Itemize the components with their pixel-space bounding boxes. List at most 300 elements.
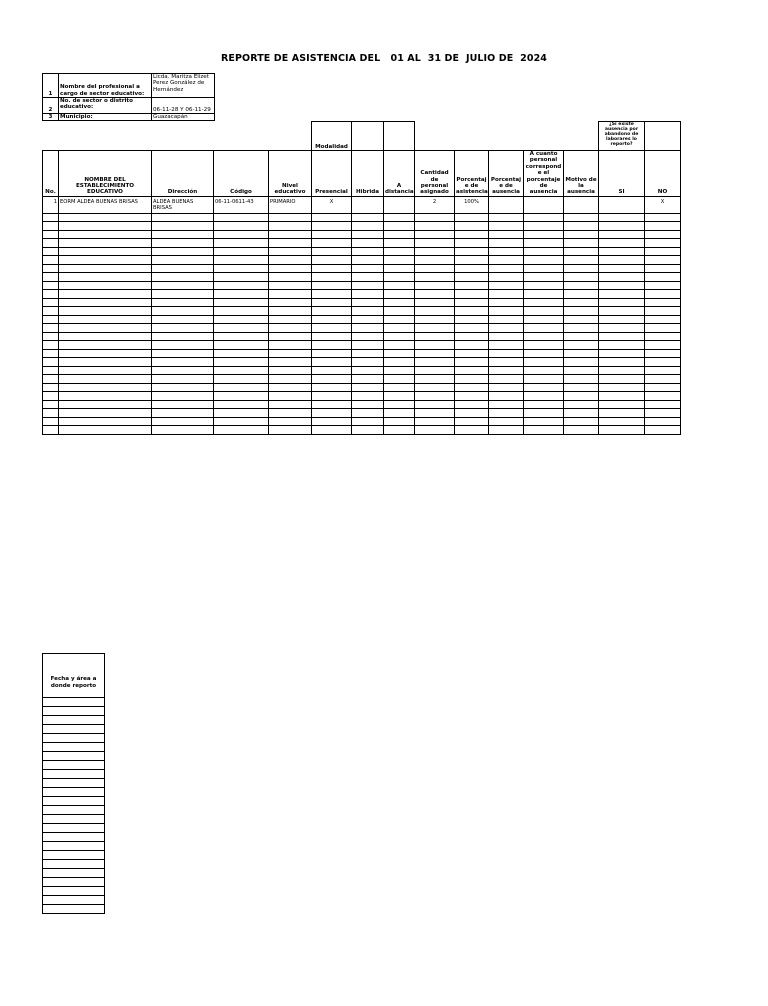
- empty-cell[interactable]: [455, 366, 489, 375]
- empty-cell[interactable]: [564, 375, 599, 384]
- empty-cell[interactable]: [269, 239, 312, 248]
- empty-cell[interactable]: [645, 332, 681, 341]
- empty-cell[interactable]: [599, 341, 645, 350]
- empty-cell[interactable]: [645, 281, 681, 290]
- cell-porc-ausencia[interactable]: [489, 196, 524, 213]
- empty-cell[interactable]: [455, 392, 489, 401]
- empty-cell[interactable]: [645, 213, 681, 222]
- empty-cell[interactable]: [564, 409, 599, 418]
- empty-cell[interactable]: [489, 281, 524, 290]
- empty-cell[interactable]: [599, 273, 645, 282]
- empty-cell[interactable]: [43, 698, 105, 707]
- empty-cell[interactable]: [564, 358, 599, 367]
- empty-cell[interactable]: [214, 332, 269, 341]
- empty-cell[interactable]: [152, 298, 214, 307]
- empty-cell[interactable]: [415, 213, 455, 222]
- cell-nombre[interactable]: EORM ALDEA BUENAS BRISAS: [59, 196, 152, 213]
- empty-cell[interactable]: [214, 222, 269, 231]
- empty-cell[interactable]: [455, 213, 489, 222]
- empty-cell[interactable]: [312, 383, 352, 392]
- cell-distancia[interactable]: [384, 196, 415, 213]
- empty-cell[interactable]: [59, 298, 152, 307]
- empty-cell[interactable]: [269, 264, 312, 273]
- empty-cell[interactable]: [43, 230, 59, 239]
- empty-cell[interactable]: [352, 256, 384, 265]
- empty-cell[interactable]: [455, 281, 489, 290]
- empty-cell[interactable]: [415, 332, 455, 341]
- empty-cell[interactable]: [352, 332, 384, 341]
- empty-cell[interactable]: [415, 324, 455, 333]
- empty-cell[interactable]: [59, 332, 152, 341]
- empty-cell[interactable]: [269, 247, 312, 256]
- empty-cell[interactable]: [645, 426, 681, 435]
- empty-cell[interactable]: [59, 247, 152, 256]
- empty-cell[interactable]: [489, 247, 524, 256]
- empty-cell[interactable]: [384, 264, 415, 273]
- empty-cell[interactable]: [564, 392, 599, 401]
- empty-cell[interactable]: [455, 256, 489, 265]
- empty-cell[interactable]: [599, 256, 645, 265]
- empty-cell[interactable]: [352, 281, 384, 290]
- empty-cell[interactable]: [645, 324, 681, 333]
- empty-cell[interactable]: [645, 247, 681, 256]
- empty-cell[interactable]: [524, 341, 564, 350]
- empty-cell[interactable]: [645, 307, 681, 316]
- empty-cell[interactable]: [645, 256, 681, 265]
- empty-cell[interactable]: [59, 281, 152, 290]
- empty-cell[interactable]: [415, 358, 455, 367]
- empty-cell[interactable]: [352, 366, 384, 375]
- empty-cell[interactable]: [384, 298, 415, 307]
- empty-cell[interactable]: [415, 426, 455, 435]
- empty-cell[interactable]: [43, 290, 59, 299]
- empty-cell[interactable]: [415, 307, 455, 316]
- empty-cell[interactable]: [564, 341, 599, 350]
- empty-cell[interactable]: [352, 358, 384, 367]
- empty-cell[interactable]: [352, 230, 384, 239]
- empty-cell[interactable]: [564, 332, 599, 341]
- empty-cell[interactable]: [269, 409, 312, 418]
- empty-cell[interactable]: [352, 392, 384, 401]
- empty-cell[interactable]: [269, 341, 312, 350]
- empty-cell[interactable]: [43, 788, 105, 797]
- empty-cell[interactable]: [43, 264, 59, 273]
- empty-cell[interactable]: [599, 392, 645, 401]
- empty-cell[interactable]: [43, 239, 59, 248]
- empty-cell[interactable]: [489, 273, 524, 282]
- empty-cell[interactable]: [152, 383, 214, 392]
- empty-cell[interactable]: [43, 779, 105, 788]
- empty-cell[interactable]: [415, 383, 455, 392]
- empty-cell[interactable]: [214, 281, 269, 290]
- empty-cell[interactable]: [564, 290, 599, 299]
- empty-cell[interactable]: [214, 341, 269, 350]
- empty-cell[interactable]: [489, 222, 524, 231]
- empty-cell[interactable]: [564, 213, 599, 222]
- empty-cell[interactable]: [415, 273, 455, 282]
- empty-cell[interactable]: [645, 392, 681, 401]
- empty-cell[interactable]: [645, 222, 681, 231]
- cell-presencial[interactable]: X: [312, 196, 352, 213]
- empty-cell[interactable]: [43, 887, 105, 896]
- empty-cell[interactable]: [455, 426, 489, 435]
- empty-cell[interactable]: [43, 298, 59, 307]
- empty-cell[interactable]: [214, 324, 269, 333]
- empty-cell[interactable]: [455, 400, 489, 409]
- empty-cell[interactable]: [152, 256, 214, 265]
- empty-cell[interactable]: [645, 341, 681, 350]
- empty-cell[interactable]: [489, 392, 524, 401]
- empty-cell[interactable]: [599, 409, 645, 418]
- empty-cell[interactable]: [312, 417, 352, 426]
- empty-cell[interactable]: [384, 349, 415, 358]
- cell-hibrida[interactable]: [352, 196, 384, 213]
- empty-cell[interactable]: [152, 332, 214, 341]
- empty-cell[interactable]: [455, 298, 489, 307]
- empty-cell[interactable]: [455, 417, 489, 426]
- empty-cell[interactable]: [43, 392, 59, 401]
- empty-cell[interactable]: [524, 230, 564, 239]
- empty-cell[interactable]: [43, 366, 59, 375]
- empty-cell[interactable]: [455, 230, 489, 239]
- empty-cell[interactable]: [59, 366, 152, 375]
- empty-cell[interactable]: [352, 324, 384, 333]
- empty-cell[interactable]: [384, 426, 415, 435]
- empty-cell[interactable]: [59, 349, 152, 358]
- empty-cell[interactable]: [269, 324, 312, 333]
- empty-cell[interactable]: [415, 341, 455, 350]
- empty-cell[interactable]: [312, 222, 352, 231]
- empty-cell[interactable]: [524, 375, 564, 384]
- empty-cell[interactable]: [59, 375, 152, 384]
- empty-cell[interactable]: [152, 273, 214, 282]
- empty-cell[interactable]: [269, 426, 312, 435]
- empty-cell[interactable]: [645, 264, 681, 273]
- empty-cell[interactable]: [489, 426, 524, 435]
- empty-cell[interactable]: [152, 213, 214, 222]
- empty-cell[interactable]: [312, 375, 352, 384]
- empty-cell[interactable]: [59, 383, 152, 392]
- empty-cell[interactable]: [43, 752, 105, 761]
- empty-cell[interactable]: [43, 806, 105, 815]
- empty-cell[interactable]: [152, 409, 214, 418]
- empty-cell[interactable]: [152, 324, 214, 333]
- empty-cell[interactable]: [564, 324, 599, 333]
- empty-cell[interactable]: [352, 315, 384, 324]
- empty-cell[interactable]: [214, 392, 269, 401]
- empty-cell[interactable]: [312, 290, 352, 299]
- empty-cell[interactable]: [352, 213, 384, 222]
- empty-cell[interactable]: [645, 409, 681, 418]
- empty-cell[interactable]: [455, 383, 489, 392]
- empty-cell[interactable]: [43, 869, 105, 878]
- empty-cell[interactable]: [599, 383, 645, 392]
- empty-cell[interactable]: [384, 213, 415, 222]
- empty-cell[interactable]: [352, 298, 384, 307]
- empty-cell[interactable]: [455, 332, 489, 341]
- empty-cell[interactable]: [312, 281, 352, 290]
- cell-si[interactable]: [599, 196, 645, 213]
- empty-cell[interactable]: [645, 298, 681, 307]
- cell-a-cuanto[interactable]: [524, 196, 564, 213]
- empty-cell[interactable]: [384, 332, 415, 341]
- empty-cell[interactable]: [489, 290, 524, 299]
- empty-cell[interactable]: [152, 366, 214, 375]
- empty-cell[interactable]: [384, 366, 415, 375]
- empty-cell[interactable]: [43, 797, 105, 806]
- empty-cell[interactable]: [524, 392, 564, 401]
- empty-cell[interactable]: [312, 230, 352, 239]
- empty-cell[interactable]: [352, 375, 384, 384]
- empty-cell[interactable]: [269, 392, 312, 401]
- empty-cell[interactable]: [59, 273, 152, 282]
- empty-cell[interactable]: [152, 400, 214, 409]
- empty-cell[interactable]: [352, 426, 384, 435]
- empty-cell[interactable]: [524, 349, 564, 358]
- cell-no-answer[interactable]: X: [645, 196, 681, 213]
- empty-cell[interactable]: [415, 375, 455, 384]
- empty-cell[interactable]: [645, 273, 681, 282]
- empty-cell[interactable]: [645, 383, 681, 392]
- empty-cell[interactable]: [59, 392, 152, 401]
- empty-cell[interactable]: [415, 264, 455, 273]
- empty-cell[interactable]: [564, 264, 599, 273]
- empty-cell[interactable]: [43, 707, 105, 716]
- empty-cell[interactable]: [599, 358, 645, 367]
- empty-cell[interactable]: [489, 213, 524, 222]
- empty-cell[interactable]: [43, 349, 59, 358]
- empty-cell[interactable]: [415, 247, 455, 256]
- empty-cell[interactable]: [214, 383, 269, 392]
- empty-cell[interactable]: [43, 307, 59, 316]
- empty-cell[interactable]: [524, 332, 564, 341]
- empty-cell[interactable]: [43, 716, 105, 725]
- empty-cell[interactable]: [599, 247, 645, 256]
- empty-cell[interactable]: [152, 230, 214, 239]
- empty-cell[interactable]: [43, 256, 59, 265]
- info-value[interactable]: Licda. Maritza Elizet Perez González de Hernández: [152, 74, 215, 98]
- empty-cell[interactable]: [269, 375, 312, 384]
- empty-cell[interactable]: [384, 409, 415, 418]
- empty-cell[interactable]: [415, 290, 455, 299]
- empty-cell[interactable]: [645, 366, 681, 375]
- empty-cell[interactable]: [564, 366, 599, 375]
- empty-cell[interactable]: [489, 366, 524, 375]
- empty-cell[interactable]: [43, 761, 105, 770]
- empty-cell[interactable]: [564, 239, 599, 248]
- empty-cell[interactable]: [599, 230, 645, 239]
- empty-cell[interactable]: [524, 358, 564, 367]
- empty-cell[interactable]: [59, 324, 152, 333]
- empty-cell[interactable]: [59, 341, 152, 350]
- empty-cell[interactable]: [489, 315, 524, 324]
- empty-cell[interactable]: [59, 256, 152, 265]
- empty-cell[interactable]: [489, 230, 524, 239]
- empty-cell[interactable]: [489, 341, 524, 350]
- empty-cell[interactable]: [312, 273, 352, 282]
- empty-cell[interactable]: [152, 264, 214, 273]
- empty-cell[interactable]: [152, 426, 214, 435]
- empty-cell[interactable]: [415, 230, 455, 239]
- empty-cell[interactable]: [599, 290, 645, 299]
- empty-cell[interactable]: [214, 417, 269, 426]
- empty-cell[interactable]: [43, 725, 105, 734]
- empty-cell[interactable]: [43, 400, 59, 409]
- empty-cell[interactable]: [564, 400, 599, 409]
- empty-cell[interactable]: [312, 358, 352, 367]
- empty-cell[interactable]: [312, 324, 352, 333]
- empty-cell[interactable]: [214, 426, 269, 435]
- empty-cell[interactable]: [455, 307, 489, 316]
- empty-cell[interactable]: [312, 307, 352, 316]
- empty-cell[interactable]: [312, 315, 352, 324]
- empty-cell[interactable]: [489, 358, 524, 367]
- empty-cell[interactable]: [599, 213, 645, 222]
- empty-cell[interactable]: [312, 213, 352, 222]
- empty-cell[interactable]: [564, 383, 599, 392]
- empty-cell[interactable]: [43, 896, 105, 905]
- empty-cell[interactable]: [524, 426, 564, 435]
- empty-cell[interactable]: [599, 264, 645, 273]
- empty-cell[interactable]: [384, 290, 415, 299]
- empty-cell[interactable]: [524, 324, 564, 333]
- empty-cell[interactable]: [59, 417, 152, 426]
- empty-cell[interactable]: [524, 400, 564, 409]
- empty-cell[interactable]: [564, 222, 599, 231]
- empty-cell[interactable]: [524, 307, 564, 316]
- empty-cell[interactable]: [59, 239, 152, 248]
- empty-cell[interactable]: [489, 349, 524, 358]
- empty-cell[interactable]: [43, 315, 59, 324]
- empty-cell[interactable]: [599, 281, 645, 290]
- cell-motivo[interactable]: [564, 196, 599, 213]
- empty-cell[interactable]: [564, 256, 599, 265]
- empty-cell[interactable]: [59, 307, 152, 316]
- empty-cell[interactable]: [43, 375, 59, 384]
- empty-cell[interactable]: [524, 273, 564, 282]
- empty-cell[interactable]: [524, 281, 564, 290]
- empty-cell[interactable]: [524, 290, 564, 299]
- empty-cell[interactable]: [455, 264, 489, 273]
- empty-cell[interactable]: [489, 400, 524, 409]
- empty-cell[interactable]: [214, 366, 269, 375]
- empty-cell[interactable]: [384, 222, 415, 231]
- empty-cell[interactable]: [384, 417, 415, 426]
- empty-cell[interactable]: [564, 307, 599, 316]
- empty-cell[interactable]: [524, 256, 564, 265]
- empty-cell[interactable]: [352, 239, 384, 248]
- empty-cell[interactable]: [415, 366, 455, 375]
- empty-cell[interactable]: [489, 298, 524, 307]
- empty-cell[interactable]: [269, 290, 312, 299]
- empty-cell[interactable]: [599, 332, 645, 341]
- empty-cell[interactable]: [384, 358, 415, 367]
- empty-cell[interactable]: [312, 426, 352, 435]
- empty-cell[interactable]: [564, 281, 599, 290]
- empty-cell[interactable]: [43, 426, 59, 435]
- empty-cell[interactable]: [599, 426, 645, 435]
- empty-cell[interactable]: [152, 358, 214, 367]
- empty-cell[interactable]: [415, 256, 455, 265]
- empty-cell[interactable]: [384, 273, 415, 282]
- empty-cell[interactable]: [455, 358, 489, 367]
- empty-cell[interactable]: [564, 426, 599, 435]
- empty-cell[interactable]: [43, 273, 59, 282]
- empty-cell[interactable]: [269, 273, 312, 282]
- empty-cell[interactable]: [214, 264, 269, 273]
- empty-cell[interactable]: [214, 256, 269, 265]
- empty-cell[interactable]: [489, 417, 524, 426]
- empty-cell[interactable]: [43, 851, 105, 860]
- empty-cell[interactable]: [43, 383, 59, 392]
- empty-cell[interactable]: [352, 222, 384, 231]
- empty-cell[interactable]: [352, 417, 384, 426]
- empty-cell[interactable]: [269, 256, 312, 265]
- empty-cell[interactable]: [415, 298, 455, 307]
- empty-cell[interactable]: [489, 264, 524, 273]
- empty-cell[interactable]: [152, 290, 214, 299]
- empty-cell[interactable]: [352, 273, 384, 282]
- empty-cell[interactable]: [269, 417, 312, 426]
- empty-cell[interactable]: [489, 256, 524, 265]
- empty-cell[interactable]: [59, 315, 152, 324]
- empty-cell[interactable]: [312, 400, 352, 409]
- empty-cell[interactable]: [59, 358, 152, 367]
- empty-cell[interactable]: [524, 213, 564, 222]
- info-value[interactable]: Guazacapán: [152, 114, 215, 121]
- empty-cell[interactable]: [312, 264, 352, 273]
- empty-cell[interactable]: [524, 409, 564, 418]
- empty-cell[interactable]: [214, 358, 269, 367]
- empty-cell[interactable]: [455, 222, 489, 231]
- empty-cell[interactable]: [352, 341, 384, 350]
- empty-cell[interactable]: [43, 409, 59, 418]
- empty-cell[interactable]: [214, 230, 269, 239]
- empty-cell[interactable]: [645, 358, 681, 367]
- empty-cell[interactable]: [269, 230, 312, 239]
- empty-cell[interactable]: [384, 341, 415, 350]
- empty-cell[interactable]: [352, 409, 384, 418]
- empty-cell[interactable]: [455, 290, 489, 299]
- empty-cell[interactable]: [214, 315, 269, 324]
- empty-cell[interactable]: [43, 860, 105, 869]
- empty-cell[interactable]: [312, 247, 352, 256]
- empty-cell[interactable]: [455, 247, 489, 256]
- empty-cell[interactable]: [645, 349, 681, 358]
- empty-cell[interactable]: [269, 366, 312, 375]
- empty-cell[interactable]: [214, 239, 269, 248]
- empty-cell[interactable]: [564, 273, 599, 282]
- empty-cell[interactable]: [269, 307, 312, 316]
- empty-cell[interactable]: [415, 349, 455, 358]
- empty-cell[interactable]: [43, 842, 105, 851]
- empty-cell[interactable]: [59, 290, 152, 299]
- empty-cell[interactable]: [43, 770, 105, 779]
- empty-cell[interactable]: [524, 247, 564, 256]
- empty-cell[interactable]: [599, 298, 645, 307]
- empty-cell[interactable]: [489, 409, 524, 418]
- empty-cell[interactable]: [352, 307, 384, 316]
- empty-cell[interactable]: [489, 383, 524, 392]
- empty-cell[interactable]: [599, 375, 645, 384]
- empty-cell[interactable]: [352, 247, 384, 256]
- empty-cell[interactable]: [599, 222, 645, 231]
- empty-cell[interactable]: [352, 349, 384, 358]
- empty-cell[interactable]: [564, 230, 599, 239]
- empty-cell[interactable]: [384, 307, 415, 316]
- empty-cell[interactable]: [384, 315, 415, 324]
- empty-cell[interactable]: [524, 417, 564, 426]
